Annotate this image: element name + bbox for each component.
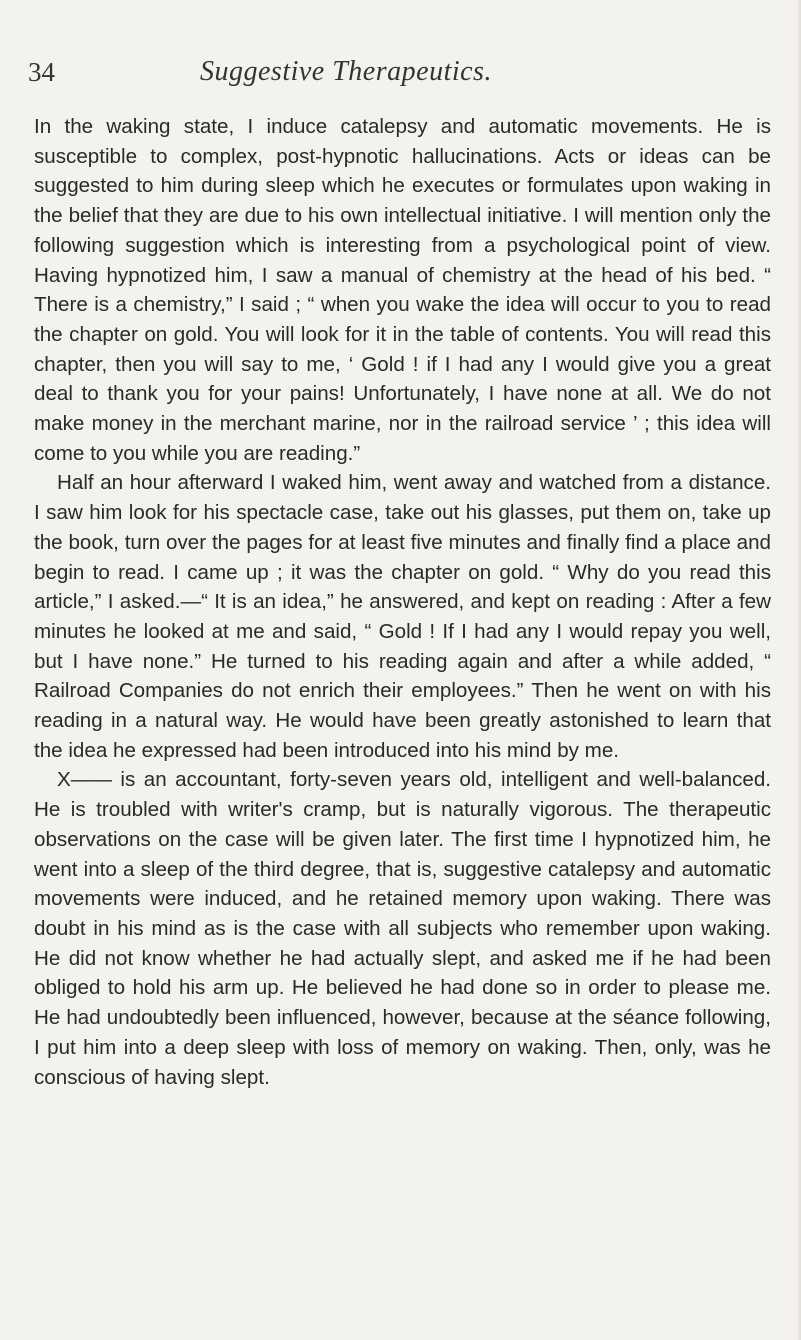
body-text	[34, 112, 771, 1092]
paragraph: X—— is an accountant, forty-seven years old, intelligent and well-balanced. He is troubled with writer's cramp, but is naturally vigorous. The therapeutic observations on the case will be given later. The first time I hypnotized him, he went into a sleep of the third degree, that is, suggestive catalepsy and automatic movements were induced, and he retained memory upon waking. There was doubt in his mind as is the case with all subjects who remember upon waking. He did not know whether he had actually slept, and asked me if he had been obliged to hold his arm up. He believed he had done so in order to please me. He had undoubtedly been influenced, however, because at the séance following, I put him into a deep sleep with loss of memory on waking. Then, only, was he conscious of having slept.	[34, 768, 771, 1089]
paragraph: Half an hour afterward I waked him, went away and watched from a distance. I saw him look for his spectacle case, take out his glasses, put them on, take up the book, turn over the pages for at least five minutes and finally find a place and begin to read. I came up ; it was the chapter on gold. “ Why do you read this article,” I asked.—“ It is an idea,” he answered, and kept on reading : After a few minutes he looked at me and said, “ Gold ! If I had any I would repay you well, but I have none.” He turned to his reading again and after a while added, “ Railroad Companies do not enrich their employees.” Then he went on with his reading in a natural way. He would have been greatly astonished to learn that the idea he expressed had been introduced into his mind by me.	[34, 471, 771, 762]
page-header	[28, 52, 748, 92]
page-number: 34	[28, 57, 55, 87]
paragraph: In the waking state, I induce catalepsy and automatic movements. He is susceptible to complex, post-hypnotic hallucinations. Acts or ideas can be suggested to him during sleep which he executes or formulates upon waking in the belief that they are due to his own intellectual initiative. I will mention only the following suggestion which is interesting from a psychological point of view. Having hypnotized him, I saw a manual of chemistry at the head of his bed. “ There is a chemistry,” I said ; “ when you wake the idea will occur to you to read the chapter on gold. You will look for it in the table of contents. You will read this chapter, then you will say to me, ‘ Gold ! if I had any I would give you a great deal to thank you for your pains! Unfortunately, I have none at all. We do not make money in the merchant marine, nor in the railroad service ’ ; this idea will come to you while you are reading.”	[34, 115, 771, 465]
running-title: Suggestive Therapeutics.	[200, 56, 492, 87]
